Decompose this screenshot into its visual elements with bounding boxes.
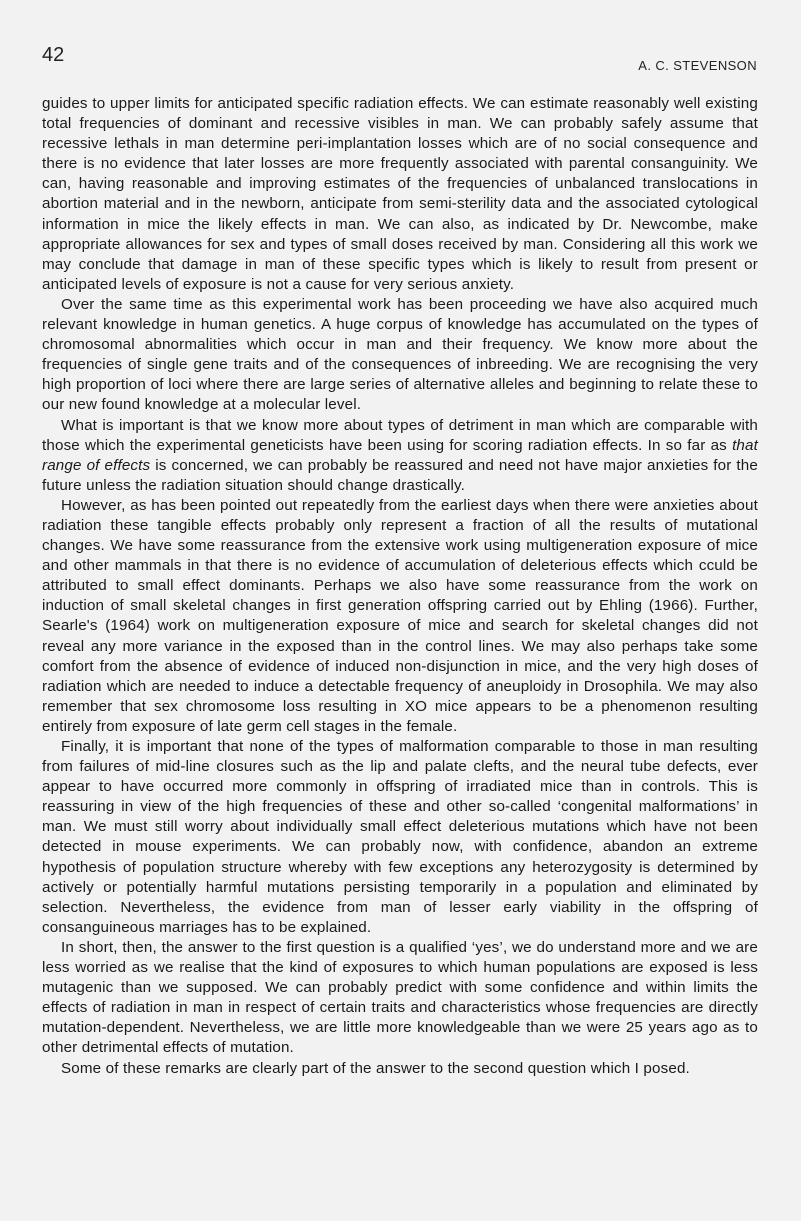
- running-head: A. C. STEVENSON: [638, 58, 757, 73]
- page-number: 42: [42, 44, 65, 66]
- paragraph-3: [42, 416, 758, 496]
- paragraph-5: Finally, it is important that none of the types of malformation comparable to those in man resulting from failures of mid-line closures such as the lip and palate clefts, and the neural tube defects, ever appear to have occurred more commonly in offspring of irradiated mice than in controls. This is reassuring in view of the high frequencies of these and other so-called ‘congenital malformations’ in man. We must still worry about individually small effect deleterious mutations which have not been detected in mouse experiments. We can probably now, with confidence, abandon an extreme hypothesis of population structure whereby with few exceptions any heterozygosity is determined by actively or potentially harmful mutations persisting temporarily in a population and eliminated by selection. Nevertheless, the evidence from man of lesser early viability in the offspring of consanguineous marriages has to be explained.: [42, 738, 758, 936]
- paragraph-3-emphasis: that range of effects: [42, 436, 758, 474]
- paragraph-4: However, as has been pointed out repeatedly from the earliest days when there were anxieties about radiation these tangible effects probably only represent a fraction of all the results of mutational changes. We have some reassurance from the extensive work using multigeneration exposure of mice and other mammals in that there is no evidence of accumulation of deleterious effects which cculd be attributed to small effect dominants. Perhaps we also have some reassurance from the work on induction of small skeletal changes in first generation offspring carried out by Ehling (1966). Further, Searle's (1964) work on multigeneration exposure of mice and search for skeletal changes did not reveal any more variance in the exposed than in the control lines. We may also perhaps take some comfort from the absence of evidence of induced non-disjunction in mice, and the very high doses of radiation which are needed to induce a detectable frequency of aneuploidy in Drosophila. We may also remember that sex chromosome loss resulting in XO mice appears to be a phenomenon resulting entirely from exposure of late germ cell stages in the female.: [42, 496, 758, 735]
- paragraph-3-text-before: What is important is that we know more about types of detriment in man which are comparable with those which the experimental geneticists have been using for scoring radiation effects. In so far as: [42, 416, 758, 454]
- paragraph-1: guides to upper limits for anticipated specific radiation effects. We can estimate reasonably well existing total frequencies of dominant and recessive visibles in man. We can probably safely assume that recessive lethals in man determine peri-implantation losses which are of no social consequence and there is no evidence that later losses are more frequently associated with parental consanguinity. We can, having reasonable and improving estimates of the frequencies of unbalanced translocations in abortion material and in the newborn, anticipate from semi-sterility data and the associated cytological information in mice the likely effects in man. We can also, as indicated by Dr. Newcombe, make appropriate allowances for sex and types of small doses received by man. Considering all this work we may conclude that damage in man of these specific types which is likely to result from present or anticipated levels of exposure is not a cause for very serious anxiety.: [42, 95, 758, 293]
- paragraph-2: Over the same time as this experimental work has been proceeding we have also acquired much relevant knowledge in human genetics. A huge corpus of knowledge has accumulated on the types of chromosomal abnormalities which occur in man and their frequency. We know more about the frequencies of single gene traits and of the consequences of inbreeding. We are recognising the very high proportion of loci where there are large series of alternative alleles and beginning to relate these to our new found knowledge at a molecular level.: [42, 295, 758, 414]
- paragraph-6: In short, then, the answer to the first question is a qualified ‘yes’, we do understand more and we are less worried as we realise that the kind of exposures to which human populations are exposed is less mutagenic than we supposed. We can probably predict with some confidence and within limits the effects of radiation in man in respect of certain traits and characteristics whose frequencies are directly mutation-dependent. Nevertheless, we are little more knowledgeable than we were 25 years ago as to other detrimental effects of mutation.: [42, 938, 758, 1057]
- paragraph-3-text-after: is concerned, we can probably be reassured and need not have major anxieties for the future unless the radiation situation should change drastically.: [42, 456, 758, 494]
- paragraph-7: Some of these remarks are clearly part of the answer to the second question which I posed.: [61, 1059, 690, 1077]
- body-text: [42, 94, 758, 1079]
